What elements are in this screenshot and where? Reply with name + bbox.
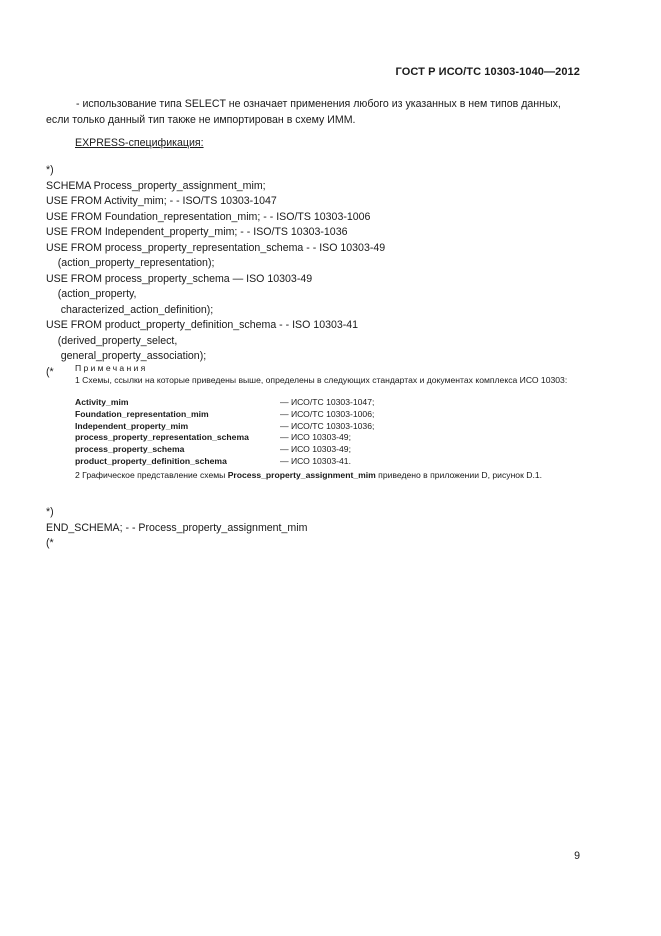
reference-table xyxy=(75,397,374,468)
document-header: ГОСТ Р ИСО/ТС 10303-1040—2012 xyxy=(395,66,580,78)
schema-name: Independent_property_mim xyxy=(75,420,189,431)
schema-reference: — ИСО/ТС 10303-1036; xyxy=(280,420,375,431)
schema-name: process_property_representation_schema xyxy=(75,432,249,443)
page-number: 9 xyxy=(574,850,580,862)
reference-row xyxy=(75,397,374,409)
schema-reference: — ИСО 10303-49; xyxy=(280,444,351,455)
reference-row xyxy=(75,409,374,421)
note-1: 1 Схемы, ссылки на которые приведены выше, определены в следующих стандартах и документах комплекса ИСО 10303: xyxy=(75,375,568,385)
schema-name: product_property_definition_schema xyxy=(75,455,227,466)
express-end-schema-block: *) END_SCHEMA; - - Process_property_assignment_mim (* xyxy=(46,506,308,549)
reference-row xyxy=(75,421,374,433)
schema-name: Activity_mim xyxy=(75,397,129,407)
schema-reference: — ИСО/ТС 10303-1047; xyxy=(280,397,375,407)
reference-row xyxy=(75,456,374,468)
express-specification-label: EXPRESS-спецификация: xyxy=(75,137,204,149)
note-2-suffix: приведено в приложении D, рисунок D.1. xyxy=(375,470,542,480)
express-code-block: *) SCHEMA Process_property_assignment_mim; USE FROM Activity_mim; - - ISO/TS 10303-1047 USE FROM Foundation_representation_mim; - - ISO/TS 10303-1006 USE FROM Independent_property_mim; - - ISO/TS 10303-1036 USE FROM process_property_representation_schema - - ISO 10303-49 (action_property_representation); USE FROM process_property_schema — ISO 10303-49 (action_property, characterized_action_definition); USE FROM product_property_definition_schema - - ISO 10303-41 (derived_property_select, general_property_association); (* xyxy=(46,164,386,378)
note-2 xyxy=(46,469,586,481)
notes-title: Примечания xyxy=(75,363,148,373)
schema-reference: — ИСО 10303-49; xyxy=(280,432,351,443)
reference-row xyxy=(75,432,374,444)
intro-paragraph: - использование типа SELECT не означает применения любого из указанных в нем типов данных, если только данный тип также не импортирован в схему ИММ. xyxy=(46,98,561,126)
reference-row xyxy=(75,444,374,456)
schema-name: Foundation_representation_mim xyxy=(75,408,209,419)
schema-reference: — ИСО 10303-41. xyxy=(280,455,351,466)
schema-name: process_property_schema xyxy=(75,444,185,455)
schema-reference: — ИСО/ТС 10303-1006; xyxy=(280,408,375,419)
note-2-schema-name: Process_property_assignment_mim xyxy=(227,470,376,480)
note-2-prefix: 2 Графическое представление схемы xyxy=(75,470,228,480)
